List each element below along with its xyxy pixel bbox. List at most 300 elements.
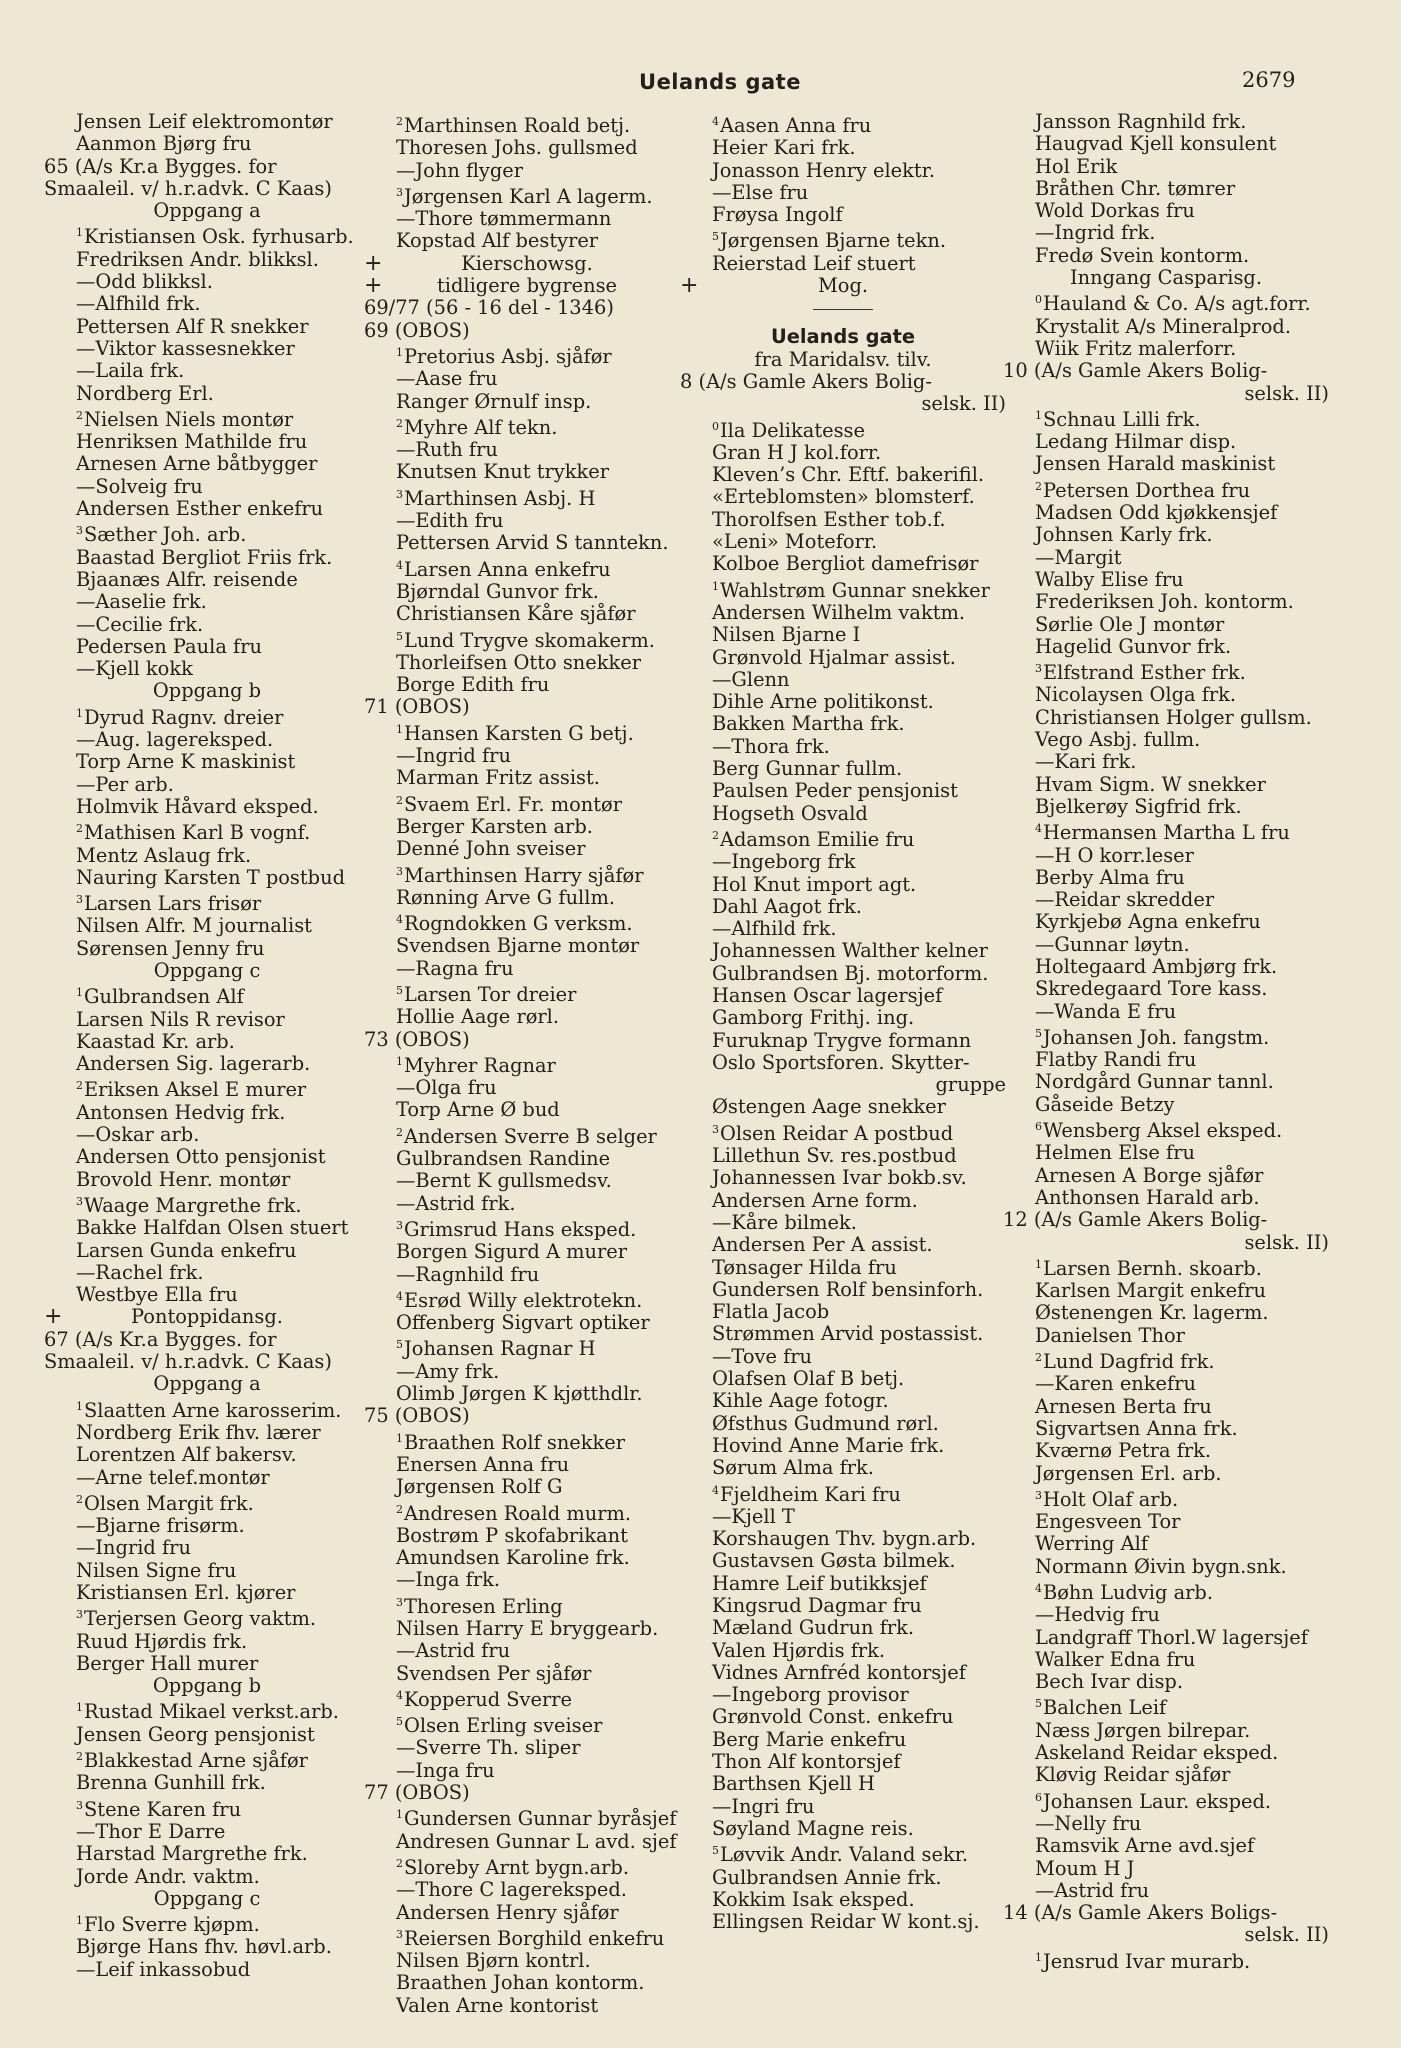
directory-entry: [680, 1662, 1006, 1684]
entry-text: Thorleifsen Otto snekker: [396, 650, 641, 674]
entrance-heading: [44, 1888, 370, 1910]
entry-text: Kværnø Petra frk.: [1035, 1439, 1212, 1463]
entry-text: Frøysa Ingolf: [712, 203, 843, 227]
directory-entry: [1003, 222, 1329, 244]
entry-text: Jorde Andr. vaktm.: [76, 1864, 260, 1888]
entry-text: Holmvik Håvard eksped.: [76, 794, 319, 818]
entry-text: Hamre Leif butikksjef: [712, 1571, 927, 1595]
entry-text: Bjørndal Gunvor frk.: [396, 579, 599, 603]
entry-text: Torp Arne K maskinist: [76, 750, 296, 774]
directory-entry: [364, 439, 690, 461]
directory-entry: [364, 1122, 690, 1148]
directory-entry: [44, 569, 370, 591]
directory-entry: [1003, 1165, 1329, 1187]
entry-text: Gran H J kol.forr.: [712, 440, 882, 464]
entry-text: Gulbrandsen Randine: [396, 1147, 611, 1171]
directory-entry: [44, 1631, 370, 1653]
entry-text: Hovind Anne Marie frk.: [712, 1433, 945, 1457]
directory-entry: [1003, 1302, 1329, 1324]
cross-icon: +: [44, 1304, 63, 1330]
entry-text: Tønsager Hilda fru: [712, 1255, 897, 1279]
entry-text: Mathisen Karl B vognf.: [84, 821, 311, 845]
entry-text: Engesveen Tor: [1035, 1510, 1181, 1534]
entry-text: —Leif inkassobud: [76, 1957, 251, 1981]
entry-text: Lorentzen Alf bakersv.: [76, 1443, 297, 1467]
entry-text: Petersen Dorthea fru: [1043, 478, 1251, 502]
directory-entry: [680, 1729, 1006, 1751]
entry-text: 65 (A/s Kr.a Bygges. for: [44, 154, 277, 178]
entry-text: Antonsen Hedvig frk.: [76, 1100, 286, 1124]
directory-entry: [680, 1096, 1006, 1118]
floor-number: 2: [396, 416, 403, 430]
directory-entry: [364, 790, 690, 816]
column-1: [44, 111, 370, 2031]
entry-text: Henriksen Mathilde fru: [76, 430, 308, 454]
directory-entry: [1003, 1858, 1329, 1880]
entry-text: Larsen Tor dreier: [404, 982, 577, 1006]
directory-entry: [44, 111, 370, 133]
column-2: [364, 111, 690, 2031]
entrance-heading: [44, 1675, 370, 1697]
floor-number: 0: [712, 419, 719, 433]
entry-text: —Oskar arb.: [76, 1123, 200, 1147]
entry-text: Kihle Aage fotogr.: [712, 1389, 889, 1413]
entry-text: Hauland & Co. A/s agt.forr.: [1043, 292, 1311, 316]
entry-text: Myhre Alf tekn.: [404, 415, 558, 439]
directory-entry: [44, 591, 370, 613]
directory-entry: [44, 1031, 370, 1053]
floor-number: 5: [712, 230, 719, 244]
directory-entry: [1003, 658, 1329, 684]
floor-number: 2: [396, 1502, 403, 1516]
directory-entry: [1003, 867, 1329, 889]
entry-text: Valen Hjørdis frk.: [712, 1638, 886, 1662]
directory-entry: [364, 980, 690, 1006]
floor-number: 1: [712, 579, 719, 593]
entry-text: —Ragna fru: [396, 956, 514, 980]
entry-text: Dihle Arne politikonst.: [712, 690, 934, 714]
directory-entry: [364, 391, 690, 413]
entry-text: Esrød Willy elektrotekn.: [404, 1288, 643, 1312]
entry-text: —Else fru: [712, 180, 809, 204]
entry-text: —Kjell T: [712, 1504, 795, 1528]
entry-text: Flo Sverre kjøpm.: [84, 1913, 260, 1937]
directory-entry: [680, 1301, 1006, 1323]
directory-entry: [44, 1746, 370, 1772]
directory-entry: [1003, 591, 1329, 613]
entry-text: Andersen Otto pensjonist: [76, 1145, 326, 1169]
cross-icon: +: [680, 273, 699, 299]
entry-text: Arnesen A Borge sjåfør: [1035, 1163, 1264, 1187]
entry-text: Uelands gate: [771, 325, 915, 349]
directory-entry: [1003, 1742, 1329, 1764]
column-4: [1003, 111, 1329, 2031]
entry-text: 69/77 (56 - 16 del - 1346): [364, 296, 614, 320]
entrance-heading: [44, 680, 370, 702]
entry-text: Elfstrand Esther frk.: [1043, 661, 1246, 685]
entry-text: Smaaleil. v/ h.r.advk. C Kaas): [44, 1350, 332, 1374]
building-number-heading: [44, 1351, 370, 1373]
entry-text: —Inga frk.: [396, 1568, 501, 1592]
entry-text: —Hedvig fru: [1035, 1603, 1160, 1627]
entry-text: Mæland Gudrun frk.: [712, 1616, 915, 1640]
floor-number: 5: [396, 1715, 403, 1729]
directory-entry: [364, 111, 690, 137]
directory-entry: [1003, 1813, 1329, 1835]
directory-entry: [1003, 729, 1329, 751]
entry-text: Schnau Lilli frk.: [1043, 407, 1201, 431]
directory-entry: [1003, 569, 1329, 591]
entry-text: Rustad Mikael verkst.arb.: [84, 1700, 339, 1724]
entry-text: Oppgang a: [153, 1372, 261, 1396]
directory-entry: [680, 253, 1006, 275]
entry-text: Vego Asbj. fullm.: [1035, 728, 1201, 752]
directory-entry: [44, 249, 370, 271]
directory-entry: [1003, 547, 1329, 569]
directory-entry: [1003, 978, 1329, 1000]
floor-number: 3: [76, 1194, 83, 1208]
directory-entry: [1003, 1671, 1329, 1693]
entry-text: tidligere bygrense: [436, 274, 618, 298]
directory-entry: [364, 1334, 690, 1360]
entry-text: Johansen Joh. fangstm.: [1043, 1025, 1270, 1049]
directory-entry: [1003, 1280, 1329, 1302]
entry-text: —Ingeborg provisor: [712, 1683, 909, 1707]
entry-text: Madsen Odd kjøkkensjef: [1035, 501, 1278, 525]
directory-entry: [680, 691, 1006, 713]
entry-text: Frederiksen Joh. kontorm.: [1035, 590, 1294, 614]
entry-text: —Thor E Darre: [76, 1819, 226, 1843]
directory-entry: [680, 1323, 1006, 1345]
entry-text: Knutsen Knut trykker: [396, 460, 610, 484]
directory-entry: [364, 1804, 690, 1830]
entry-text: Kristiansen Erl. kjører: [76, 1581, 296, 1604]
directory-entry: [364, 368, 690, 390]
entry-text: Hvam Sigm. W snekker: [1035, 772, 1266, 796]
cross-street-marker: [680, 275, 1006, 297]
entry-text: Kopstad Alf bestyrer: [396, 229, 599, 253]
floor-number: 3: [76, 1608, 83, 1622]
directory-entry: [680, 1190, 1006, 1212]
directory-entry: [44, 547, 370, 569]
directory-entry: [680, 1368, 1006, 1390]
entry-text: «Erteblomsten» blomsterf.: [712, 485, 975, 509]
entry-text: Baastad Bergliot Friis frk.: [76, 545, 333, 569]
entry-text: Gustavsen Gøsta bilmek.: [712, 1549, 956, 1573]
entry-text: Slaatten Arne karosserim.: [84, 1398, 342, 1422]
directory-entry: [680, 803, 1006, 825]
directory-entry: [1003, 111, 1329, 133]
directory-entry: [1003, 1049, 1329, 1071]
entry-text: Gundersen Gunnar byråsjef: [404, 1807, 677, 1831]
directory-entry: [1003, 1511, 1329, 1533]
directory-entry: [44, 1240, 370, 1262]
directory-entry: [680, 825, 1006, 851]
directory-entry: [680, 204, 1006, 226]
floor-number: 1: [76, 1914, 83, 1928]
directory-entry: [1003, 178, 1329, 200]
building-number-heading: [364, 696, 690, 718]
entry-text: Nilsen Alfr. M journalist: [76, 914, 312, 938]
directory-entry: [364, 581, 690, 603]
entry-text: fra Maridalsv. tilv.: [754, 347, 932, 371]
entry-text: —Thore C lagereksped.: [396, 1878, 627, 1902]
directory-entry: [364, 816, 690, 838]
entry-text: Olsen Erling sveiser: [404, 1714, 603, 1738]
entry-text: Balchen Leif: [1043, 1696, 1167, 1720]
floor-number: 2: [712, 828, 719, 842]
entry-text: —Ingrid fru: [76, 1536, 191, 1560]
directory-entry: [364, 532, 690, 554]
entry-text: Pedersen Paula fru: [76, 634, 262, 658]
entry-text: Korshaugen Thv. bygn.arb.: [712, 1527, 977, 1551]
directory-entry: [680, 874, 1006, 896]
directory-entry: [364, 1525, 690, 1547]
directory-entry: [680, 1413, 1006, 1435]
entry-text: Reiersen Borghild enkefru: [404, 1926, 665, 1950]
entry-text: Larsen Gunda enkefru: [76, 1238, 297, 1262]
directory-entry: [44, 1910, 370, 1936]
directory-entry: [680, 1640, 1006, 1662]
entry-text: Waage Margrethe frk.: [84, 1193, 302, 1217]
directory-entry: [44, 1582, 370, 1604]
entry-text: Oppgang c: [153, 958, 261, 982]
entry-text: Christiansen Kåre sjåfør: [396, 602, 636, 626]
directory-entry: [364, 1685, 690, 1711]
entry-text: Nilsen Signe fru: [76, 1558, 237, 1582]
floor-number: 4: [396, 1688, 403, 1702]
floor-number: 4: [396, 913, 403, 927]
entry-text: Kierschowsg.: [461, 251, 593, 275]
entry-text: Walker Edna fru: [1035, 1647, 1196, 1671]
directory-entry: [680, 1818, 1006, 1840]
entry-text: Strømmen Arvid postassist.: [712, 1322, 984, 1346]
entry-text: Østengen Aage snekker: [712, 1095, 946, 1119]
street-section-subheading: [680, 349, 1006, 371]
entry-text: Andersen Wilhelm vaktm.: [712, 600, 966, 624]
floor-number: 4: [712, 1483, 719, 1497]
directory-entry: [680, 1457, 1006, 1479]
entry-text: —Cecilie frk.: [76, 612, 204, 636]
directory-entry: [1003, 684, 1329, 706]
directory-entry: [44, 1075, 370, 1101]
entry-text: Sigvartsen Anna frk.: [1035, 1416, 1238, 1440]
entry-text: selsk. II): [921, 392, 1006, 416]
entry-text: Nicolaysen Olga frk.: [1035, 683, 1237, 707]
directory-entry: [680, 647, 1006, 669]
building-number-heading: [680, 371, 1006, 393]
entry-text: Jensen Harald maskinist: [1035, 452, 1276, 476]
directory-entry: [364, 1361, 690, 1383]
entry-text: Stene Karen fru: [84, 1797, 242, 1821]
directory-entry: [1003, 1693, 1329, 1719]
floor-number: 1: [76, 1399, 83, 1413]
directory-entry: [680, 896, 1006, 918]
street-section-heading: [680, 326, 1006, 348]
entry-text: —Viktor kassesnekker: [76, 336, 295, 360]
entry-text: Larsen Anna enkefru: [404, 557, 611, 581]
entry-text: Offenberg Sigvart optiker: [396, 1311, 650, 1335]
entry-text: Jensen Georg pensjonist: [76, 1722, 315, 1746]
directory-entry: [1003, 1440, 1329, 1462]
directory-entry: [44, 796, 370, 818]
floor-number: 4: [712, 115, 719, 128]
floor-number: 3: [712, 1122, 719, 1136]
directory-entry: [44, 338, 370, 360]
directory-entry: [1003, 1418, 1329, 1440]
floor-number: 3: [396, 487, 403, 501]
directory-entry: [1003, 707, 1329, 729]
entry-text: Oppgang b: [152, 1674, 262, 1698]
directory-entry: [680, 1480, 1006, 1506]
directory-entry: [680, 1528, 1006, 1550]
entry-text: Jørgensen Karl A lagerm.: [404, 184, 653, 208]
entry-text: Olafsen Olaf B betj.: [712, 1367, 905, 1391]
entry-text: Aanmon Bjørg fru: [76, 132, 252, 156]
entry-text: Barthsen Kjell H: [712, 1772, 875, 1796]
entry-text: Gulbrandsen Bj. motorform.: [712, 961, 989, 985]
directory-entry: [364, 887, 690, 909]
directory-entry: [1003, 614, 1329, 636]
entry-text: Kolboe Bergliot damefrisør: [712, 552, 979, 576]
directory-entry: [44, 1843, 370, 1865]
entry-text: —Astrid fru: [396, 1639, 511, 1663]
entry-text: Johansen Ragnar H: [404, 1337, 596, 1361]
directory-entry: [44, 1262, 370, 1284]
directory-entry: [364, 838, 690, 860]
entry-text: 67 (A/s Kr.a Bygges. for: [44, 1327, 277, 1351]
directory-entry: [44, 1772, 370, 1794]
entry-text: Larsen Nils R revisor: [76, 1007, 285, 1031]
building-number-heading: [1003, 1902, 1329, 1924]
entry-text: —Astrid fru: [1035, 1878, 1150, 1902]
building-number-heading: [364, 320, 690, 342]
entry-text: Nilsen Harry E bryggearb.: [396, 1617, 659, 1640]
directory-entry: [44, 1795, 370, 1821]
entry-text: Denné John sveiser: [396, 837, 586, 861]
entry-text: 14 (A/s Gamle Akers Boligs-: [1003, 1901, 1278, 1925]
entry-text: Grønvold Hjalmar assist.: [712, 645, 956, 669]
entry-text: Borge Edith fru: [396, 673, 550, 697]
entry-text: Haugvad Kjell konsulent: [1035, 132, 1277, 156]
directory-entry: [1003, 200, 1329, 222]
directory-entry: [44, 658, 370, 680]
entry-text: Oppgang c: [153, 1886, 261, 1910]
entry-text: Andersen Arne form.: [712, 1188, 918, 1212]
entry-text: Oppgang a: [153, 199, 261, 223]
entry-text: —Arne telef.montør: [76, 1465, 270, 1489]
directory-entry: [1003, 1463, 1329, 1485]
entry-text: Smaaleil. v/ h.r.advk. C Kaas): [44, 176, 332, 200]
directory-entry: [1003, 338, 1329, 360]
directory-entry: [44, 1467, 370, 1489]
floor-number: 1: [396, 722, 403, 736]
directory-entry: [364, 652, 690, 674]
directory-entry: [1003, 818, 1329, 844]
entry-text: Bech Ivar disp.: [1035, 1670, 1183, 1694]
floor-number: 3: [76, 524, 83, 538]
directory-entry: [1003, 1116, 1329, 1142]
entry-text: Gulbrandsen Annie frk.: [712, 1865, 942, 1889]
entry-text: Ila Delikatesse: [720, 418, 865, 442]
entry-text: Gåseide Betzy: [1035, 1092, 1175, 1116]
directory-entry: [364, 555, 690, 581]
entry-text: Kaastad Kr. arb.: [76, 1029, 235, 1053]
entry-text: Kyrkjebø Agna enkefru: [1035, 910, 1261, 934]
continued-text: [680, 1074, 1006, 1096]
entry-text: Skredegaard Tore kass.: [1035, 977, 1268, 1001]
entry-text: Hermansen Martha L fru: [1043, 821, 1290, 845]
entry-text: Brenna Gunhill frk.: [76, 1771, 266, 1795]
directory-entry: [680, 160, 1006, 182]
entry-text: Nilsen Bjarne I: [712, 623, 861, 647]
building-number-heading: [1003, 1209, 1329, 1231]
entry-text: Hansen Oscar lagersjef: [712, 983, 943, 1007]
entry-text: Kristiansen Osk. fyrhusarb.: [84, 225, 354, 249]
entry-text: Ramsvik Arne avd.sjef: [1035, 1834, 1255, 1858]
directory-entry: [44, 1489, 370, 1515]
entry-text: Jørgensen Rolf G: [396, 1475, 563, 1499]
entry-text: —John flyger: [396, 158, 524, 182]
entry-text: Sørlie Ole J montør: [1035, 612, 1225, 636]
entry-text: Inngang Casparisg.: [1070, 266, 1262, 290]
entry-text: Werring Alf: [1035, 1532, 1149, 1556]
entry-text: Johnsen Karly frk.: [1035, 523, 1213, 547]
entry-text: Aasen Anna fru: [720, 114, 872, 137]
directory-entry: [44, 1396, 370, 1422]
directory-entry: [1003, 1556, 1329, 1578]
directory-entry: [364, 745, 690, 767]
directory-entry: [680, 553, 1006, 575]
entrance-heading: [44, 200, 370, 222]
directory-entry: [44, 1422, 370, 1444]
directory-entry: [44, 133, 370, 155]
entry-text: Thoresen Erling: [404, 1594, 563, 1618]
floor-number: 5: [396, 1338, 403, 1352]
floor-number: 3: [396, 1218, 403, 1232]
directory-entry: [364, 1737, 690, 1759]
entry-text: 75 (OBOS): [364, 1404, 470, 1428]
entry-text: —Inga fru: [396, 1758, 495, 1782]
directory-entry: [680, 1145, 1006, 1167]
building-number-heading: [364, 1029, 690, 1051]
directory-entry: [364, 413, 690, 439]
entry-text: Dahl Aagot frk.: [712, 894, 862, 918]
directory-entry: [1003, 1947, 1329, 1973]
entry-text: —Ingrid frk.: [1035, 221, 1156, 245]
floor-number: 2: [76, 1750, 83, 1764]
directory-entry: [44, 1515, 370, 1537]
entry-text: gruppe: [935, 1073, 1006, 1097]
floor-number: 2: [1035, 479, 1042, 493]
directory-entry: [680, 940, 1006, 962]
directory-entry: [1003, 1835, 1329, 1857]
directory-entry: [680, 1550, 1006, 1572]
directory-entry: [680, 602, 1006, 624]
directory-entry: [680, 1796, 1006, 1818]
entry-text: Grønvold Const. enkefru: [712, 1705, 954, 1729]
entry-text: Andresen Roald murm.: [404, 1501, 632, 1525]
floor-number: 3: [76, 893, 83, 907]
floor-number: 4: [1035, 1582, 1042, 1595]
entry-text: Bråthen Chr. tømrer: [1035, 176, 1236, 200]
directory-entry: [1003, 453, 1329, 475]
directory-entry: [364, 1972, 690, 1994]
entrance-heading: [44, 1373, 370, 1395]
directory-entry: [1003, 316, 1329, 338]
directory-entry: [364, 626, 690, 652]
entry-text: Helmen Else fru: [1035, 1141, 1195, 1165]
